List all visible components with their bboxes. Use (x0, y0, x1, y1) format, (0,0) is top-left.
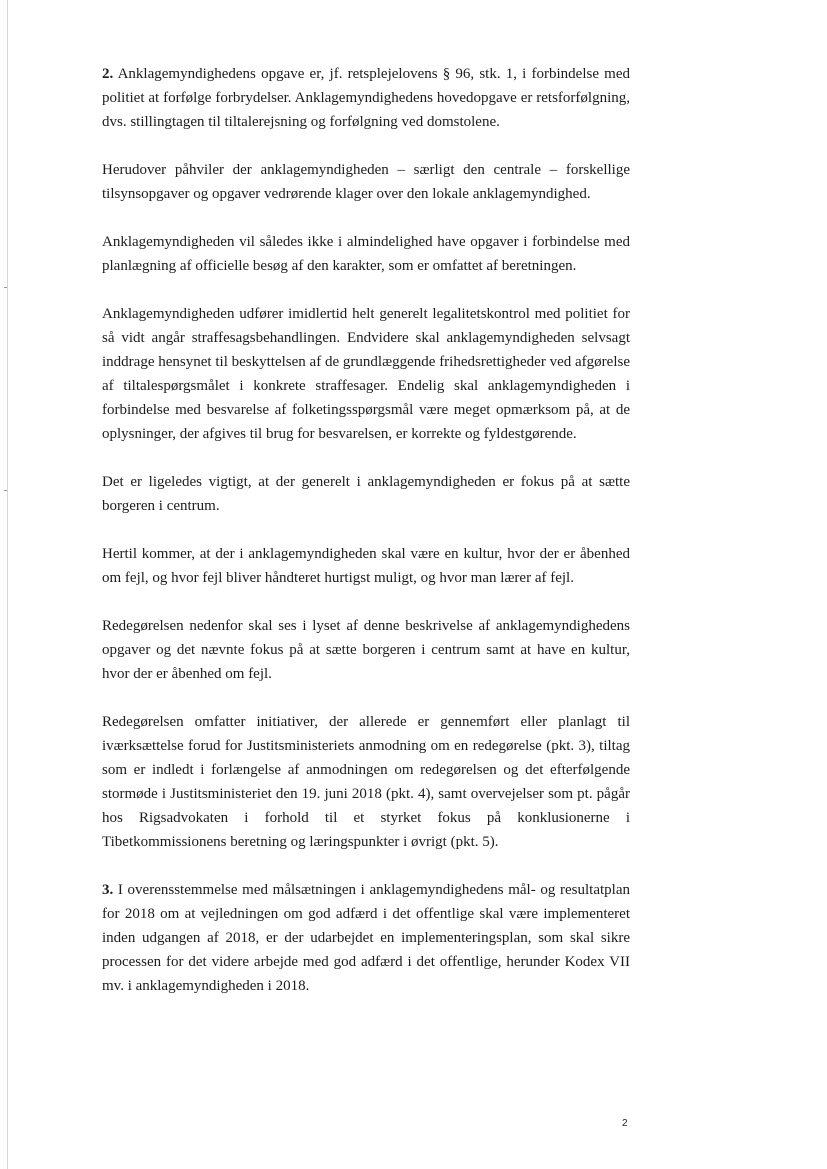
paragraph (102, 710, 630, 854)
paragraph (102, 230, 630, 278)
paragraph (102, 542, 630, 590)
section-number: 2. (102, 66, 114, 82)
scan-mark (4, 490, 7, 491)
paragraph-text: Anklagemyndigheden udfører imidlertid helt generelt legalitetskontrol med politiet for så vidt angår straffesagsbehandlingen. Endvidere skal anklagemyndigheden selvsagt inddrage hensynet til beskyttelsen af de grundlæggende frihedsrettigheder ved afgørelse af tiltalespørgsmålet i konkrete straffesager. Endelig skal anklagemyndigheden i forbindelse med besvarelse af folketingsspørgsmål være meget opmærksom på, at de oplysninger, der afgives til brug for besvarelsen, er korrekte og fyldestgørende. (102, 306, 630, 442)
section-number: 3. (102, 882, 114, 898)
scan-edge (7, 0, 8, 1169)
paragraph-text: Redegørelsen omfatter initiativer, der allerede er gennemført eller planlagt til iværksættelse forud for Justitsministeriets anmodning om en redegørelse (pkt. 3), tiltag som er indledt i forlængelse af anmodningen om redegørelsen og det efterfølgende stormøde i Justitsministeriet den 19. juni 2018 (pkt. 4), samt overvejelser som pt. pågår hos Rigsadvokaten i forhold til et styrket fokus på konklusionerne i Tibetkommissionens beretning og læringspunkter i øvrigt (pkt. 5). (102, 714, 630, 850)
paragraph (102, 158, 630, 206)
page-number: 2 (622, 1118, 628, 1129)
paragraph-text: Anklagemyndigheden vil således ikke i almindelighed have opgaver i forbindelse med planlægning af officielle besøg af den karakter, som er omfattet af beretningen. (102, 234, 630, 274)
paragraph (102, 470, 630, 518)
paragraph-text: Redegørelsen nedenfor skal ses i lyset af denne beskrivelse af anklagemyndighedens opgaver og det nævnte fokus på at sætte borgeren i centrum samt at have en kultur, hvor der er åbenhed om fejl. (102, 618, 630, 682)
scan-mark (4, 287, 7, 288)
paragraph-text: Herudover påhviler der anklagemyndigheden – særligt den centrale – forskellige tilsynsopgaver og opgaver vedrørende klager over den lokale anklagemyndighed. (102, 162, 630, 202)
paragraph-text: I overensstemmelse med målsætningen i anklagemyndighedens mål- og resultatplan for 2018 om at vejledningen om god adfærd i det offentlige skal være implementeret inden udgangen af 2018, er der udarbejdet en implementeringsplan, som skal sikre processen for det videre arbejde med god adfærd i det offentlige, herunder Kodex VII mv. i anklagemyndigheden i 2018. (102, 882, 630, 994)
paragraph (102, 302, 630, 446)
paragraph-3 (102, 878, 630, 998)
paragraph-text: Hertil kommer, at der i anklagemyndigheden skal være en kultur, hvor der er åbenhed om fejl, og hvor fejl bliver håndteret hurtigst muligt, og hvor man lærer af fejl. (102, 546, 630, 586)
document-body (102, 62, 630, 1022)
paragraph (102, 614, 630, 686)
paragraph-text: Anklagemyndighedens opgave er, jf. retsplejelovens § 96, stk. 1, i forbindelse med politiet at forfølge forbrydelser. Anklagemyndighedens hovedopgave er retsforfølgning, dvs. stillingtagen til tiltalerejsning og forfølgning ved domstolene. (102, 66, 630, 130)
paragraph-2 (102, 62, 630, 134)
paragraph-text: Det er ligeledes vigtigt, at der generelt i anklagemyndigheden er fokus på at sætte borgeren i centrum. (102, 474, 630, 514)
